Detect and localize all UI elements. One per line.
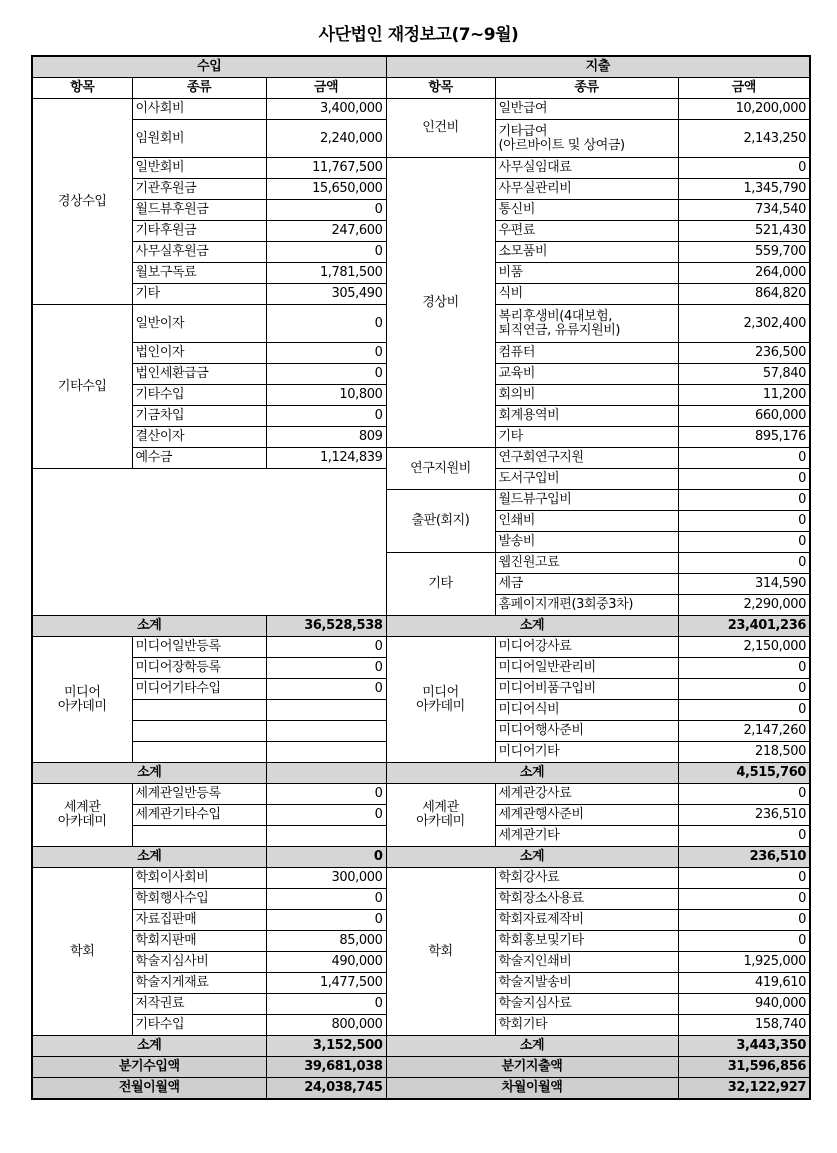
amount-cell: 2,290,000: [678, 595, 810, 616]
amount-cell: 660,000: [678, 406, 810, 427]
kind-cell: 기금차입: [132, 406, 266, 427]
kind-cell: 월보구독료: [132, 263, 266, 284]
amount-cell: 1,477,500: [266, 973, 386, 994]
amount-cell: 264,000: [678, 263, 810, 284]
kind-cell: 소모품비: [495, 242, 678, 263]
kind-cell: 세계관행사준비: [495, 805, 678, 826]
table-row: [32, 868, 810, 889]
carried-in-label: 전월이월액: [32, 1078, 266, 1100]
amount-cell: 236,510: [678, 805, 810, 826]
kind-cell: 기타: [132, 284, 266, 305]
kind-cell: 기관후원금: [132, 179, 266, 200]
table-row: [32, 784, 810, 805]
subtotal-label: 소계: [32, 616, 266, 637]
amount-cell: 0: [678, 490, 810, 511]
kind-cell: 회의비: [495, 385, 678, 406]
quarter-expense-value: 31,596,856: [678, 1057, 810, 1078]
empty-cell: [132, 700, 266, 721]
amount-cell: 2,302,400: [678, 305, 810, 343]
media-expense-group: 미디어 아카데미: [386, 637, 495, 763]
amount-cell: 0: [678, 532, 810, 553]
table-row: [32, 1057, 810, 1078]
kind-cell: 학회홍보및기타: [495, 931, 678, 952]
amount-cell: 158,740: [678, 1015, 810, 1036]
kind-cell: 회계용역비: [495, 406, 678, 427]
other-income-group: 기타수입: [32, 305, 132, 469]
kind-cell: 미디어일반관리비: [495, 658, 678, 679]
subtotal-label: 소계: [386, 847, 678, 868]
quarter-income-label: 분기수입액: [32, 1057, 266, 1078]
expense-subtotal: 23,401,236: [678, 616, 810, 637]
kind-cell: 발송비: [495, 532, 678, 553]
amount-cell: 0: [678, 448, 810, 469]
income-header: 수입: [32, 56, 386, 78]
amount-cell: 0: [266, 242, 386, 263]
amount-cell: 0: [678, 511, 810, 532]
amount-cell: 0: [266, 200, 386, 221]
kind-cell: 교육비: [495, 364, 678, 385]
amount-cell: 0: [678, 553, 810, 574]
table-row: [32, 763, 810, 784]
kind-cell: 통신비: [495, 200, 678, 221]
kind-cell: 미디어비품구입비: [495, 679, 678, 700]
kind-cell: 학술지심사비: [132, 952, 266, 973]
expense-subtotal: 236,510: [678, 847, 810, 868]
kind-cell: 연구회연구지원: [495, 448, 678, 469]
kind-cell: 비품: [495, 263, 678, 284]
worldview-expense-group: 세계관 아카데미: [386, 784, 495, 847]
carried-in-value: 24,038,745: [266, 1078, 386, 1100]
amount-cell: 0: [266, 364, 386, 385]
operating-expense-group: 경상비: [386, 158, 495, 448]
empty-cell: [132, 742, 266, 763]
society-expense-group: 학회: [386, 868, 495, 1036]
regular-income-group: 경상수입: [32, 99, 132, 305]
kind-cell: 자료집판매: [132, 910, 266, 931]
amount-cell: 1,124,839: [266, 448, 386, 469]
amount-cell: 247,600: [266, 221, 386, 242]
amount-cell: 11,200: [678, 385, 810, 406]
empty-cell: [266, 721, 386, 742]
amount-cell: 800,000: [266, 1015, 386, 1036]
kind-cell: 사무실후원금: [132, 242, 266, 263]
kind-cell: 학회장소사용료: [495, 889, 678, 910]
table-row: [32, 99, 810, 120]
amount-cell: 490,000: [266, 952, 386, 973]
personnel-expense-group: 인건비: [386, 99, 495, 158]
amount-cell: 0: [266, 784, 386, 805]
income-subtotal: 0: [266, 847, 386, 868]
amount-cell: 419,610: [678, 973, 810, 994]
amount-cell: 0: [266, 679, 386, 700]
media-income-group: 미디어 아카데미: [32, 637, 132, 763]
amount-cell: 2,240,000: [266, 120, 386, 158]
amount-cell: 809: [266, 427, 386, 448]
kind-cell: 월드뷰후원금: [132, 200, 266, 221]
amount-cell: 0: [266, 343, 386, 364]
income-subtotal: 3,152,500: [266, 1036, 386, 1057]
col-item-header: 항목: [386, 78, 495, 99]
kind-cell: 우편료: [495, 221, 678, 242]
expense-subtotal: 4,515,760: [678, 763, 810, 784]
amount-cell: 57,840: [678, 364, 810, 385]
amount-cell: 0: [266, 889, 386, 910]
kind-cell: 일반회비: [132, 158, 266, 179]
amount-cell: 3,400,000: [266, 99, 386, 120]
amount-cell: 734,540: [678, 200, 810, 221]
table-row: [32, 56, 810, 78]
amount-cell: 940,000: [678, 994, 810, 1015]
worldview-income-group: 세계관 아카데미: [32, 784, 132, 847]
kind-cell: 세계관일반등록: [132, 784, 266, 805]
amount-cell: 0: [266, 305, 386, 343]
amount-cell: 895,176: [678, 427, 810, 448]
kind-cell: 학회자료제작비: [495, 910, 678, 931]
subtotal-label: 소계: [386, 616, 678, 637]
kind-cell: 기타후원금: [132, 221, 266, 242]
quarter-income-value: 39,681,038: [266, 1057, 386, 1078]
amount-cell: 0: [678, 784, 810, 805]
amount-cell: 0: [266, 805, 386, 826]
kind-cell: 미디어행사준비: [495, 721, 678, 742]
amount-cell: 0: [266, 406, 386, 427]
amount-cell: 0: [678, 679, 810, 700]
subtotal-label: 소계: [32, 763, 266, 784]
empty-block: [32, 469, 386, 616]
kind-cell: 세계관기타: [495, 826, 678, 847]
amount-cell: 0: [678, 910, 810, 931]
kind-cell: 월드뷰구입비: [495, 490, 678, 511]
kind-cell: 식비: [495, 284, 678, 305]
kind-cell: 웹진원고료: [495, 553, 678, 574]
kind-cell: 세계관기타수입: [132, 805, 266, 826]
kind-cell: 홈페이지개편(3회중3차): [495, 595, 678, 616]
kind-cell: 세금: [495, 574, 678, 595]
kind-cell: 미디어일반등록: [132, 637, 266, 658]
amount-cell: 0: [266, 994, 386, 1015]
table-row: [32, 448, 810, 469]
kind-cell: 미디어강사료: [495, 637, 678, 658]
table-row: [32, 637, 810, 658]
amount-cell: 236,500: [678, 343, 810, 364]
misc-expense-group: 기타: [386, 553, 495, 616]
amount-cell: 1,345,790: [678, 179, 810, 200]
carried-out-label: 차월이월액: [386, 1078, 678, 1100]
kind-cell: 법인세환급금: [132, 364, 266, 385]
col-item-header: 항목: [32, 78, 132, 99]
empty-cell: [132, 721, 266, 742]
report-title: 사단법인 재정보고(7~9월): [318, 25, 519, 45]
table-row: [32, 847, 810, 868]
col-kind-header: 종류: [132, 78, 266, 99]
amount-cell: 0: [678, 469, 810, 490]
kind-cell: 일반급여: [495, 99, 678, 120]
kind-cell: 복리후생비(4대보험, 퇴직연금, 유류지원비): [495, 305, 678, 343]
amount-cell: 300,000: [266, 868, 386, 889]
subtotal-label: 소계: [32, 1036, 266, 1057]
kind-cell: 학술지발송비: [495, 973, 678, 994]
col-amount-header: 금액: [678, 78, 810, 99]
subtotal-label: 소계: [32, 847, 266, 868]
amount-cell: 0: [266, 910, 386, 931]
income-subtotal: [266, 763, 386, 784]
kind-cell: 이사회비: [132, 99, 266, 120]
amount-cell: 15,650,000: [266, 179, 386, 200]
table-row: [32, 158, 810, 179]
empty-cell: [266, 700, 386, 721]
amount-cell: 2,147,260: [678, 721, 810, 742]
kind-cell: 학술지게재료: [132, 973, 266, 994]
amount-cell: 314,590: [678, 574, 810, 595]
kind-cell: 미디어장학등록: [132, 658, 266, 679]
kind-cell: 결산이자: [132, 427, 266, 448]
table-row: [32, 616, 810, 637]
amount-cell: 521,430: [678, 221, 810, 242]
amount-cell: 11,767,500: [266, 158, 386, 179]
amount-cell: 0: [678, 826, 810, 847]
col-amount-header: 금액: [266, 78, 386, 99]
amount-cell: 85,000: [266, 931, 386, 952]
kind-cell: 법인이자: [132, 343, 266, 364]
kind-cell: 세계관강사료: [495, 784, 678, 805]
kind-cell: 학회강사료: [495, 868, 678, 889]
carried-out-value: 32,122,927: [678, 1078, 810, 1100]
kind-cell: 기타수입: [132, 1015, 266, 1036]
kind-cell: 사무실관리비: [495, 179, 678, 200]
kind-cell: 사무실임대료: [495, 158, 678, 179]
kind-cell: 예수금: [132, 448, 266, 469]
amount-cell: 0: [678, 868, 810, 889]
kind-cell: 기타수입: [132, 385, 266, 406]
income-subtotal: 36,528,538: [266, 616, 386, 637]
kind-cell: 미디어식비: [495, 700, 678, 721]
amount-cell: 1,925,000: [678, 952, 810, 973]
finance-table: [31, 55, 811, 1100]
kind-cell: 임원회비: [132, 120, 266, 158]
amount-cell: 0: [678, 658, 810, 679]
amount-cell: 2,150,000: [678, 637, 810, 658]
subtotal-label: 소계: [386, 763, 678, 784]
amount-cell: 305,490: [266, 284, 386, 305]
society-income-group: 학회: [32, 868, 132, 1036]
expense-header: 지출: [386, 56, 810, 78]
kind-cell: 미디어기타: [495, 742, 678, 763]
subtotal-label: 소계: [386, 1036, 678, 1057]
table-row: [32, 1078, 810, 1100]
kind-cell: 학회행사수입: [132, 889, 266, 910]
empty-cell: [132, 826, 266, 847]
amount-cell: 0: [678, 700, 810, 721]
amount-cell: 218,500: [678, 742, 810, 763]
amount-cell: 2,143,250: [678, 120, 810, 158]
amount-cell: 0: [266, 637, 386, 658]
kind-cell: 학회지판매: [132, 931, 266, 952]
kind-cell: 기타급여 (아르바이트 및 상여금): [495, 120, 678, 158]
kind-cell: 학술지인쇄비: [495, 952, 678, 973]
publishing-expense-group: 출판(회지): [386, 490, 495, 553]
amount-cell: 10,800: [266, 385, 386, 406]
empty-cell: [266, 826, 386, 847]
amount-cell: 864,820: [678, 284, 810, 305]
table-row: [32, 1036, 810, 1057]
kind-cell: 학술지심사료: [495, 994, 678, 1015]
kind-cell: 학회기타: [495, 1015, 678, 1036]
kind-cell: 일반이자: [132, 305, 266, 343]
kind-cell: 학회이사회비: [132, 868, 266, 889]
research-expense-group: 연구지원비: [386, 448, 495, 490]
amount-cell: 0: [266, 658, 386, 679]
amount-cell: 559,700: [678, 242, 810, 263]
kind-cell: 미디어기타수입: [132, 679, 266, 700]
kind-cell: 저작권료: [132, 994, 266, 1015]
table-row: [32, 78, 810, 99]
kind-cell: 기타: [495, 427, 678, 448]
amount-cell: 10,200,000: [678, 99, 810, 120]
expense-subtotal: 3,443,350: [678, 1036, 810, 1057]
col-kind-header: 종류: [495, 78, 678, 99]
amount-cell: 0: [678, 889, 810, 910]
kind-cell: 인쇄비: [495, 511, 678, 532]
quarter-expense-label: 분기지출액: [386, 1057, 678, 1078]
empty-cell: [266, 742, 386, 763]
amount-cell: 0: [678, 158, 810, 179]
amount-cell: 0: [678, 931, 810, 952]
kind-cell: 도서구입비: [495, 469, 678, 490]
kind-cell: 컴퓨터: [495, 343, 678, 364]
amount-cell: 1,781,500: [266, 263, 386, 284]
